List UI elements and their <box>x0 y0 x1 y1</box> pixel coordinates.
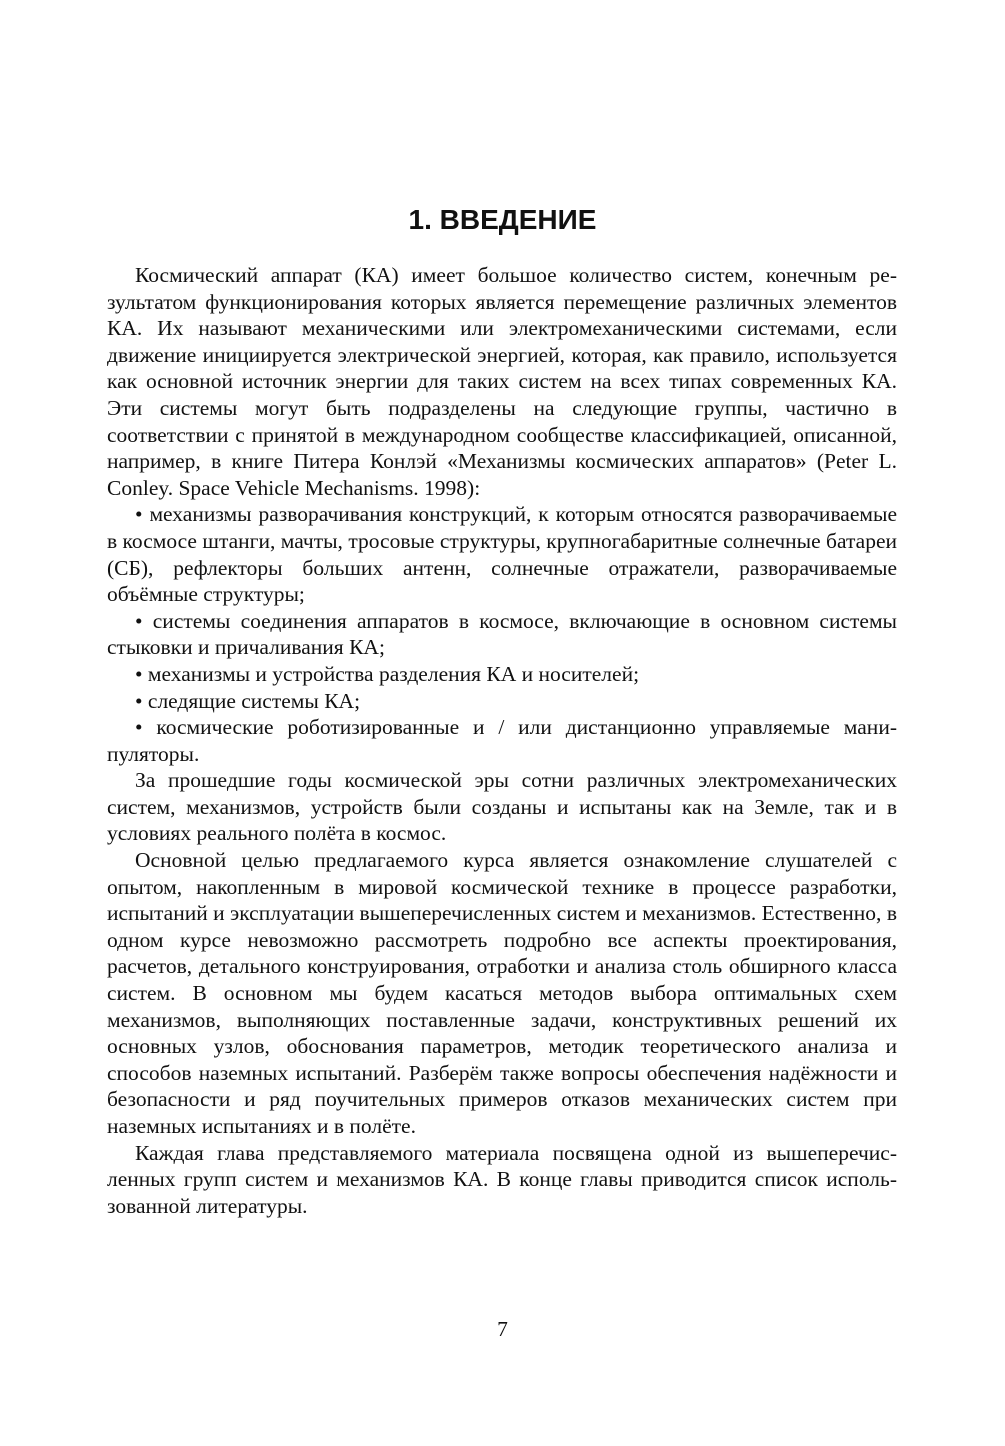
page-number: 7 <box>497 1317 508 1341</box>
chapter-heading: 1. ВВЕДЕНИЕ <box>408 204 597 235</box>
paragraph-course-goal: Основной целью предлагаемого курса является ознакомление слушателей с опытом, накопленным в мировой космической технике в процессе разработки, испытаний и эксплуатации вышеперечисленных систем и механизмов. Естественно, в одном курсе невозможно рассмотреть подробно все аспекты проектирования, расчетов, детального конструирования, отработки и анализа столь обширного класса систем. В основном мы будем касаться методов выбора оптимальных схем механизмов, выполняющих поставленные задачи, конструктивных решений их основных узлов, обоснования параметров, методик теоретического анализа и способов наземных испытаний. Разберём также вопросы обеспечения надёжности и безопасности и ряд поучительных примеров отказов механических систем при наземных испытаниях и в полёте. <box>107 848 897 1138</box>
list-item-manipulators: • космические роботизированные и / или дистанционно управляемые манипуляторы. <box>107 715 897 766</box>
document-body <box>107 262 897 1219</box>
list-item-tracking-systems: • следящие системы КА; <box>135 688 361 713</box>
list-item-docking-systems: • системы соединения аппаратов в космосе, включающие в основном системы стыковки и причаливания КА; <box>107 608 897 660</box>
paragraph-history: За прошедшие годы космической эры сотни различных электромеханических систем, механизмов, устройств были созданы и испытаны как на Земле, так и в условиях реального полёта в космос. <box>107 768 897 846</box>
list-item-deployment-mechanisms: • механизмы разворачивания конструкций, к которым относятся разворачиваемые в космосе штанги, мачты, тросовые структуры, крупногабаритные солнечные батареи (СБ), рефлекторы больших антенн, солнечные отражатели, разворачиваемые объёмные структуры; <box>107 502 897 607</box>
paragraph-intro: Космический аппарат (КА) имеет большое количество систем, конечным результатом функционирования которых является перемещение различных элементов КА. Их называют механическими или электромеханическими системами, если движение инициируется электрической энергией, которая, как правило, используется как основной источник энергии для таких систем на всех типах современных КА. Эти системы могут быть подразделены на следующие группы, частично в соответствии с принятой в международном сообществе классификацией, описанной, например, в книге Питера Конлэй «Механизмы космических аппаратов» (Peter L. Conley. Space Vehicle Mechanisms. 1998): <box>107 263 897 500</box>
paragraph-chapter-structure: Каждая глава представляемого материала посвящена одной из вышеперечисленных групп систем и механизмов КА. В конце главы приводится список использованной литературы. <box>107 1140 897 1218</box>
list-item-separation-mechanisms: • механизмы и устройства разделения КА и носителей; <box>135 661 640 686</box>
